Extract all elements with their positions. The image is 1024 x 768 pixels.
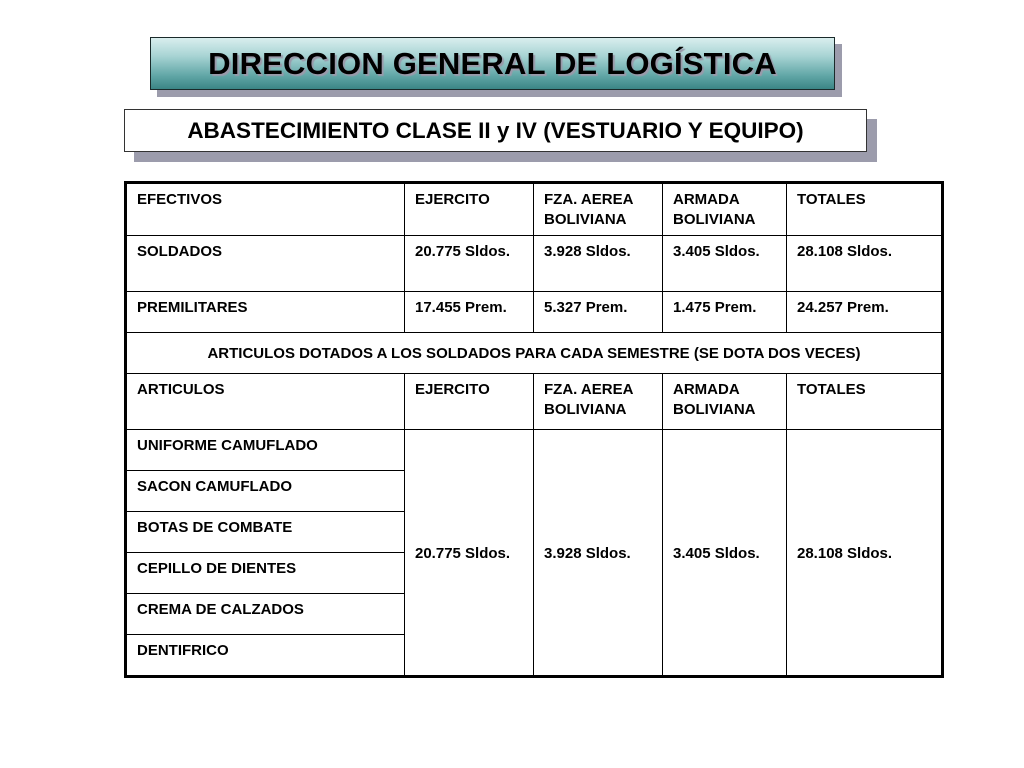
table-row-soldados — [126, 236, 943, 292]
supply-table — [124, 181, 944, 678]
cell-ejercito: 17.455 Prem. — [405, 292, 534, 333]
header-cell-efectivos: EFECTIVOS — [126, 183, 405, 236]
row-label: SOLDADOS — [126, 236, 405, 292]
cell-armada: 1.475 Prem. — [663, 292, 787, 333]
cell-totales: 24.257 Prem. — [787, 292, 943, 333]
header-cell-articulos: ARTICULOS — [126, 374, 405, 430]
articles-cell-armada: 3.405 Sldos. — [663, 430, 787, 677]
header-row-efectivos — [126, 183, 943, 236]
title-banner — [150, 37, 835, 90]
article-label: BOTAS DE COMBATE — [126, 512, 405, 553]
banner-row — [126, 333, 943, 374]
cell-ejercito: 20.775 Sldos. — [405, 236, 534, 292]
articles-cell-totales: 28.108 Sldos. — [787, 430, 943, 677]
articles-banner: ARTICULOS DOTADOS A LOS SOLDADOS PARA CADA SEMESTRE (SE DOTA DOS VECES) — [126, 333, 943, 374]
header-cell-armada: ARMADA BOLIVIANA — [663, 183, 787, 236]
page-title: DIRECCION GENERAL DE LOGÍSTICA — [208, 45, 777, 81]
header-cell-fza-aerea: FZA. AEREA BOLIVIANA — [534, 374, 663, 430]
header-cell-totales: TOTALES — [787, 374, 943, 430]
cell-armada: 3.405 Sldos. — [663, 236, 787, 292]
cell-fza-aerea: 3.928 Sldos. — [534, 236, 663, 292]
subtitle-banner — [124, 109, 867, 152]
article-label: CEPILLO DE DIENTES — [126, 553, 405, 594]
subtitle-box — [124, 109, 867, 152]
table-row-premilitares — [126, 292, 943, 333]
row-label: PREMILITARES — [126, 292, 405, 333]
header-cell-ejercito: EJERCITO — [405, 374, 534, 430]
article-label: SACON CAMUFLADO — [126, 471, 405, 512]
article-label: CREMA DE CALZADOS — [126, 594, 405, 635]
table-row-article — [126, 430, 943, 471]
article-label: DENTIFRICO — [126, 635, 405, 677]
articles-cell-ejercito: 20.775 Sldos. — [405, 430, 534, 677]
article-label: UNIFORME CAMUFLADO — [126, 430, 405, 471]
header-row-articulos — [126, 374, 943, 430]
header-cell-armada: ARMADA BOLIVIANA — [663, 374, 787, 430]
header-cell-totales: TOTALES — [787, 183, 943, 236]
page-subtitle: ABASTECIMIENTO CLASE II y IV (VESTUARIO Y EQUIPO) — [187, 117, 804, 143]
header-cell-fza-aerea: FZA. AEREA BOLIVIANA — [534, 183, 663, 236]
articles-cell-fza-aerea: 3.928 Sldos. — [534, 430, 663, 677]
cell-fza-aerea: 5.327 Prem. — [534, 292, 663, 333]
title-box — [150, 37, 835, 90]
cell-totales: 28.108 Sldos. — [787, 236, 943, 292]
header-cell-ejercito: EJERCITO — [405, 183, 534, 236]
